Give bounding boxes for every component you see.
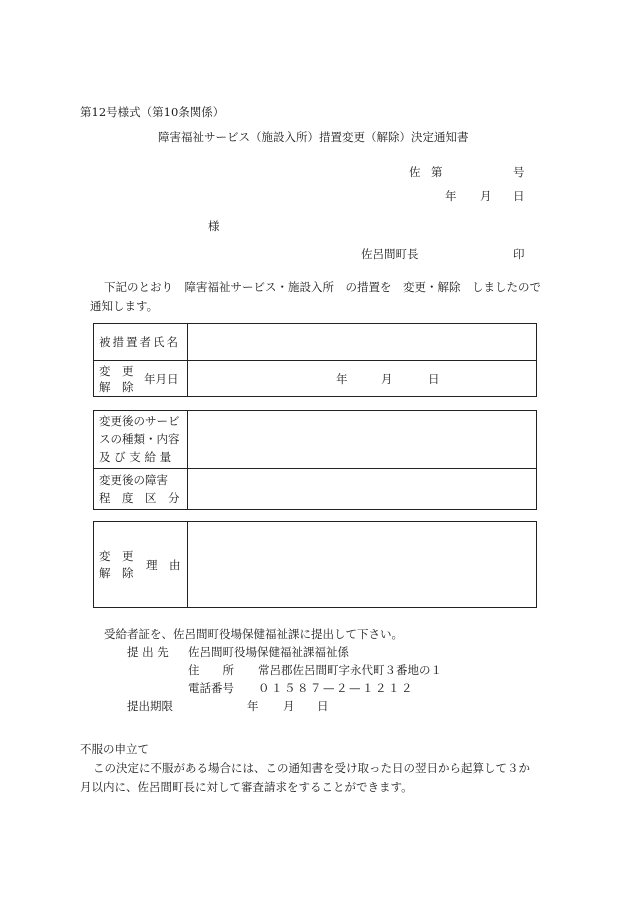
service-label-line-2: スの種類・内容 (99, 432, 180, 446)
submission-instruction: 受給者証を、佐呂間町役場保健福祉課に提出して下さい。 (104, 627, 403, 641)
deadline-day: 日 (317, 699, 329, 713)
change-date-day: 日 (428, 372, 440, 386)
service-label-line-3: 及 び 支 給 量 (99, 450, 172, 464)
subject-name-field[interactable] (188, 324, 536, 359)
reason-label: 理 由 (146, 558, 181, 572)
reason-change-label: 変 更 (99, 549, 134, 563)
intro-line-1: 下記のとおり 障害福祉サービス・施設入所 の措置を 変更・解除 しましたので (104, 280, 541, 294)
subject-name-label: 被措置者氏名 (99, 335, 180, 349)
degree-field[interactable] (188, 469, 536, 509)
destination-label: 提 出 先 (127, 645, 169, 659)
seal-mark: 印 (513, 247, 525, 261)
degree-label-line-2: 程 度 区 分 (99, 491, 180, 505)
service-field[interactable] (188, 411, 536, 467)
deadline-label: 提出期限 (127, 699, 173, 713)
phone-value: ０１５８７—２—１２１２ (258, 681, 414, 695)
degree-label-line-1: 変更後の障害 (99, 473, 168, 487)
reason-field[interactable] (188, 522, 536, 607)
appeal-heading: 不服の申立て (80, 742, 149, 756)
address-value: 常呂郡佐呂間町字永代町３番地の１ (258, 663, 442, 677)
phone-label: 電話番号 (188, 681, 234, 695)
address-label: 住 所 (188, 663, 234, 677)
addressee-honorific: 様 (208, 219, 220, 233)
reason-cancel-label: 解 除 (99, 566, 134, 580)
destination-value: 佐呂間町役場保健福祉課福祉係 (188, 645, 349, 659)
appeal-line-2: 月以内に、佐呂間町長に対して審査請求をすることができます。 (80, 780, 413, 794)
document-title: 障害福祉サービス（施設入所）措置変更（解除）決定通知書 (158, 130, 469, 144)
deadline-year: 年 (247, 699, 259, 713)
cancel-label: 解 除 (99, 380, 134, 394)
table-divider (93, 360, 537, 361)
issue-date-year: 年 (445, 189, 457, 203)
reference-dai: 第 (431, 165, 443, 179)
change-date-year: 年 (336, 372, 348, 386)
service-label-line-1: 変更後のサービ (99, 414, 180, 428)
issue-date-month: 月 (480, 189, 492, 203)
date-label: 年月日 (144, 372, 179, 386)
issue-date-day: 日 (513, 189, 525, 203)
reference-sa: 佐 (409, 165, 421, 179)
change-label: 変 更 (99, 364, 134, 378)
change-date-month: 月 (381, 372, 393, 386)
reference-go: 号 (513, 165, 525, 179)
issuer-name: 佐呂間町長 (361, 247, 419, 261)
appeal-line-1: この決定に不服がある場合には、この通知書を受け取った日の翌日から起算して３か (93, 761, 530, 775)
deadline-month: 月 (283, 699, 295, 713)
intro-line-2: 通知します。 (90, 299, 159, 313)
form-number: 第12号様式（第10条関係） (80, 105, 225, 119)
